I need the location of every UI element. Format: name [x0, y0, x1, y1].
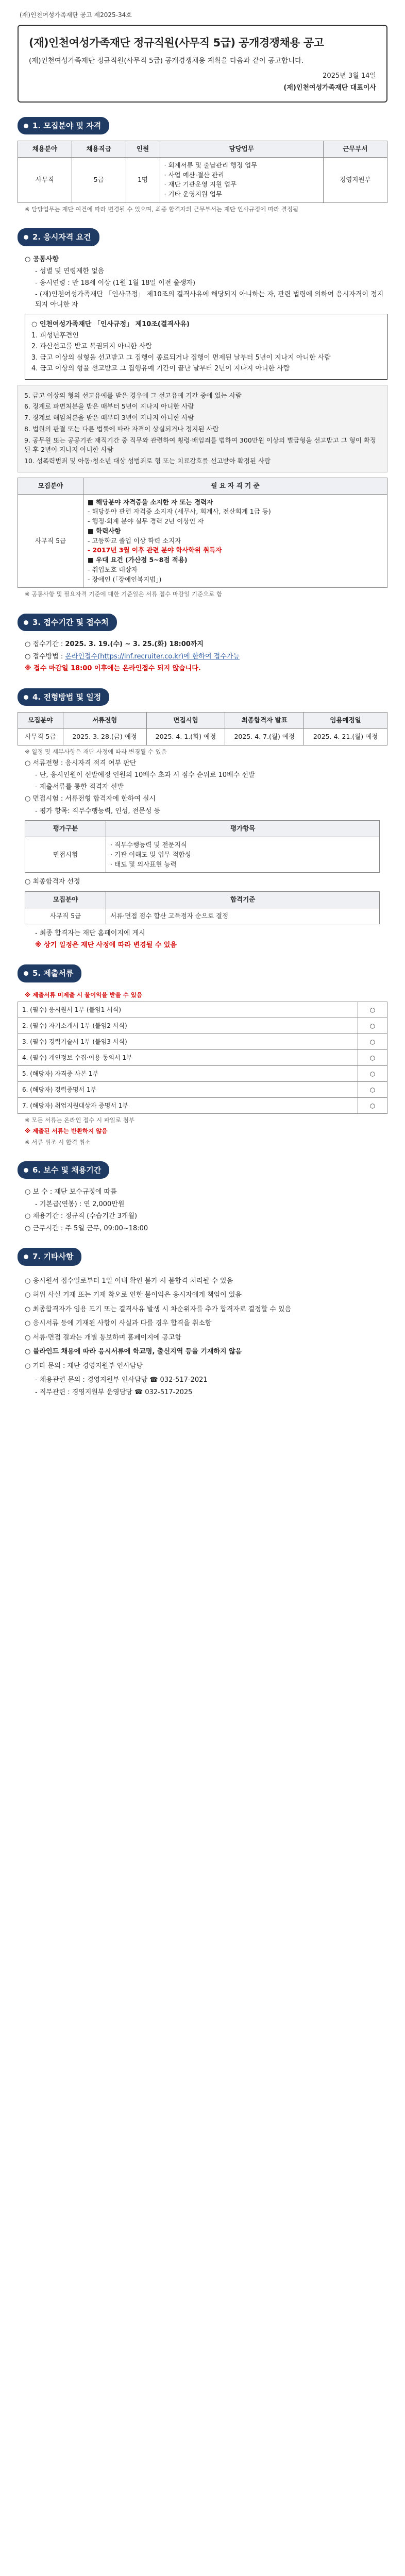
check-icon: ○: [358, 1098, 387, 1114]
label: 접수방법: [32, 652, 59, 660]
value: 2025. 3. 19.(수) ~ 3. 25.(화) 18:00까지: [65, 640, 204, 649]
duty-item: · 기타 운영지원 업무: [164, 190, 223, 198]
table-cell: 경영지원부: [323, 157, 387, 202]
section-header: [18, 117, 109, 135]
section-qualify: [18, 228, 387, 599]
section-title: 5. 제출서류: [32, 969, 74, 978]
disqualify-box: [25, 314, 387, 380]
bullet-icon: [24, 971, 28, 976]
table-header: 모집분야: [25, 891, 106, 908]
section-title: 3. 접수기간 및 접수처: [32, 617, 109, 627]
doc-row: 2. (필수) 자기소개서 1부 (붙임2 서식): [18, 1018, 358, 1034]
check-icon: ○: [358, 1050, 387, 1066]
bullet-icon: [24, 620, 28, 625]
box-line: 3. 금고 이상의 실형을 선고받고 그 집행이 종료되거나 집행이 면제된 날부터 5년이 지나지 아니한 사람: [31, 353, 331, 362]
pay-line: ○ 근무시간 : 주 5일 근무, 09:00~18:00: [25, 1224, 148, 1232]
table-header: 담당업무: [160, 141, 323, 158]
table-header: 합격기준: [106, 891, 380, 908]
box-line: 8. 법원의 판결 또는 다른 법률에 따라 자격이 상실되거나 정지된 사람: [24, 425, 219, 433]
check-icon: ○: [358, 1082, 387, 1098]
box-line: 7. 징계로 해임처분을 받은 때부터 3년이 지나지 아니한 사람: [24, 414, 194, 422]
section-title: 4. 전형방법 및 일정: [32, 692, 102, 702]
table-cell: 사무직 5급: [18, 728, 63, 745]
qualify-detail-table: [18, 478, 387, 588]
table-header: 필 요 자 격 기 준: [83, 478, 387, 494]
table-header: 임용예정일: [304, 713, 387, 729]
label: 접수기간: [32, 640, 59, 649]
duty-item: · 재단 기관운영 지원 업무: [164, 180, 237, 189]
box-line: 6. 징계로 파면처분을 받은 때부터 5년이 지나지 아니한 사람: [24, 402, 194, 411]
notice-number: (재)인천여성가족재단 공고 제2025-34호: [20, 11, 132, 19]
section-etc: [18, 1248, 387, 1397]
table-header: 근무부서: [323, 141, 387, 158]
section-title: 6. 보수 및 채용기간: [32, 1165, 102, 1175]
docs-table: [18, 1002, 387, 1114]
detail-line: - 해당분야 관련 자격증 소지자 (세무사, 회계사, 전산회계 1급 등): [88, 507, 271, 516]
pay-line: - 기본급(연봉) : 연 2,000만원: [35, 1200, 125, 1208]
section-header: [18, 1161, 109, 1179]
section-title: 1. 모집분야 및 자격: [32, 121, 102, 130]
signature-block: [29, 70, 376, 94]
issuer: (재)인천여성가족재단 대표이사: [283, 84, 376, 92]
table-header: 모집분야: [18, 478, 83, 494]
final-table: [25, 891, 380, 925]
common-item: - 성별 및 연령제한 없음: [35, 267, 105, 276]
doc-row: 5. (해당자) 자격증 사본 1부: [18, 1066, 358, 1082]
check-icon: ○: [358, 1066, 387, 1082]
step-line: - 평가 항목: 직무수행능력, 인성, 전문성 등: [35, 807, 161, 815]
step-line: ○ 서류전형 : 응시자격 적격 여부 판단: [25, 759, 137, 767]
contact-line: - 직무관련 : 경영지원부 운영담당 ☎ 032-517-2025: [35, 1388, 193, 1396]
table-header: 평가항목: [106, 821, 380, 837]
table-cell: 2025. 4. 1.(화) 예정: [146, 728, 225, 745]
docs-note: ※ 서류 위조 시 합격 취소: [25, 1138, 91, 1146]
recruit-note: ※ 담당업무는 재단 여건에 따라 변경될 수 있으며, 최종 합격자의 근무부서는 재단 인사규정에 따라 결정됨: [25, 205, 299, 213]
section-pay: [18, 1161, 387, 1234]
apply-place: ○ 접수방법 : 온라인접수(https://inf.recruiter.co.kr)에 한하여 접수가능: [25, 652, 240, 660]
apply-period: ○ 접수기간 : 2025. 3. 19.(수) ~ 3. 25.(화) 18:00까지: [25, 640, 204, 649]
final-note: - 최종 합격자는 재단 홈페이지에 게시: [35, 929, 145, 938]
page-title: (재)인천여성가족재단 정규직원(사무직 5급) 공개경쟁채용 공고: [29, 37, 324, 49]
etc-line: ○ 응시서류 등에 기재된 사항이 사실과 다를 경우 합격을 취소함: [25, 1319, 212, 1328]
common-item: - 응시연령 : 만 18세 이상 (1원 1월 18일 이전 출생자): [35, 279, 196, 287]
schedule-table: [18, 712, 387, 745]
doc-row: 4. (필수) 개인정보 수집·이용 동의서 1부: [18, 1050, 358, 1066]
doc-row: 1. (필수) 응시원서 1부 (붙임1 서식): [18, 1002, 358, 1018]
table-cell: 2025. 3. 28.(금) 예정: [63, 728, 146, 745]
bullet-icon: [24, 1168, 28, 1173]
final-label: ○ 최종합격자 선정: [25, 878, 80, 886]
box-line: 1. 피성년후견인: [31, 331, 79, 340]
box-line: 5. 금고 이상의 형의 선고유예를 받은 경우에 그 선고유예 기간 중에 있는 사람: [24, 391, 242, 399]
etc-line: ○ 기타 문의 : 재단 경영지원부 인사담당: [25, 1362, 143, 1370]
apply-link[interactable]: 온라인접수(https://inf.recruiter.co.kr)에 한하여 접수가능: [65, 652, 240, 660]
section-recruit: [18, 117, 387, 214]
table-cell: 1명: [126, 157, 160, 202]
intro-text: (재)인천여성가족재단 정규직원(사무직 5급) 공개경쟁채용 계획을 다음과 같이 공고합니다.: [29, 56, 304, 65]
detail-line: - 행정·회계 분야 실무 경력 2년 이상인 자: [88, 517, 204, 526]
table-header: 서류전형: [63, 713, 146, 729]
duty-item: · 회계서류 및 출납관리 행정 업무: [164, 161, 258, 169]
section-title: 2. 응시자격 요건: [32, 232, 91, 242]
section-header: [18, 614, 117, 632]
table-cell: 2025. 4. 7.(월) 예정: [225, 728, 304, 745]
etc-line: ○ 블라인드 채용에 따라 응시서류에 학교명, 출신지역 등을 기재하지 않음: [25, 1348, 242, 1356]
table-header: 모집분야: [18, 713, 63, 729]
table-header: 면접시험: [146, 713, 225, 729]
apply-warning: ※ 접수 마감일 18:00 이후에는 온라인접수 되지 않습니다.: [25, 665, 201, 673]
table-header: 인원: [126, 141, 160, 158]
section-header: [18, 964, 81, 982]
detail-footnote: ※ 공통사항 및 필요자격 기준에 대한 기준일은 서류 접수 마감일 기준으로 함: [25, 590, 223, 598]
pay-line: ○ 채용기간 : 정규직 (수습기간 3개월): [25, 1212, 138, 1221]
doc-row: 7. (해당자) 취업지원대상자 증명서 1부: [18, 1098, 358, 1114]
etc-line: ○ 최종합격자가 임용 포기 또는 결격사유 발생 시 차순위자를 추가 합격자로 결정할 수 있음: [25, 1305, 292, 1313]
detail-line: ■ 해당분야 자격증을 소지한 자 또는 경력자: [88, 498, 213, 506]
table-cell: 사무직 5급: [18, 494, 83, 588]
etc-line: ○ 응시원서 접수일로부터 1일 이내 확인 불가 시 불합격 처리될 수 있음: [25, 1277, 233, 1285]
step-line: - 단, 응시인원이 선발예정 인원의 10배수 초과 시 점수 순위로 10배수 선발: [35, 771, 255, 779]
section-docs: [18, 964, 387, 1147]
duties-cell: [160, 157, 323, 202]
box-line: ○ 인천여성가족재단 「인사규정」 제10조(결격사유): [31, 320, 190, 329]
docs-note: ※ 제출된 서류는 반환하지 않음: [25, 1127, 108, 1135]
etc-line: ○ 허위 사실 기재 또는 기재 착오로 인한 불이익은 응시자에게 책임이 있음: [25, 1291, 242, 1299]
check-icon: ○: [358, 1018, 387, 1034]
table-header: 평가구분: [25, 821, 106, 837]
docs-note: ※ 모든 서류는 온라인 접수 시 파일로 첨부: [25, 1116, 134, 1124]
table-header: 채용직급: [72, 141, 126, 158]
detail-cell: [83, 494, 387, 588]
box-line: 9. 공무원 또는 공공기관 재직기간 중 직무와 관련하여 횡령·배임죄를 범하여 300만원 이상의 벌금형을 선고받고 그 형이 확정된 후 2년이 지나지 아니한 사람: [24, 436, 376, 454]
table-cell: 사무직: [18, 157, 72, 202]
box-line: 10. 성폭력범죄 및 아동·청소년 대상 성범죄로 형 또는 치료감호를 선고받아 확정된 사람: [24, 457, 271, 465]
notice-date: 2025년 3월 14일: [323, 72, 376, 80]
eval-table: [25, 820, 380, 873]
detail-line: - 장애인 (「장애인복지법」): [88, 575, 162, 583]
title-box: [18, 25, 387, 103]
doc-row: 6. (해당자) 경력증명서 1부: [18, 1082, 358, 1098]
docs-warning: ※ 제출서류 미제출 시 불이익을 받을 수 있음: [25, 991, 143, 998]
doc-row: 3. (필수) 경력기술서 1부 (붙임3 서식): [18, 1034, 358, 1050]
detail-line: ■ 학력사항: [88, 527, 121, 535]
detail-line: - 고등학교 졸업 이상 학력 소지자: [88, 536, 181, 545]
table-cell: 2025. 4. 21.(월) 예정: [304, 728, 387, 745]
pay-line: ○ 보 수 : 재단 보수규정에 따름: [25, 1188, 117, 1196]
final-note: ※ 상기 일정은 재단 사정에 따라 변경될 수 있음: [35, 941, 177, 949]
section-title: 7. 기타사항: [32, 1252, 74, 1262]
bullet-icon: [24, 124, 28, 128]
table-header: 채용분야: [18, 141, 72, 158]
bullet-icon: [24, 695, 28, 700]
schedule-note: ※ 일정 및 세부사항은 재단 사정에 따라 변경될 수 있음: [25, 748, 167, 755]
bullet-icon: [24, 235, 28, 240]
section-header: [18, 1248, 81, 1266]
section-header: [18, 228, 99, 246]
contact-line: - 채용관련 문의 : 경영지원부 인사담당 ☎ 032-517-2021: [35, 1376, 208, 1384]
recruit-table: [18, 141, 387, 203]
detail-line: - 취업보호 대상자: [88, 565, 138, 573]
box-line: 4. 금고 이상의 형을 선고받고 그 집행유예 기간이 끝난 날부터 2년이 지나지 아니한 사람: [31, 365, 290, 373]
duty-item: · 사업 예산·결산 관리: [164, 171, 224, 179]
table-cell: 5급: [72, 157, 126, 202]
common-title: ○ 공통사항: [25, 255, 59, 263]
detail-line: - 2017년 3월 이후 관련 분야 학사학위 취득자: [88, 546, 222, 554]
bullet-icon: [24, 1255, 28, 1259]
table-cell: 서류·면접 점수 합산 고득점자 순으로 결정: [106, 908, 380, 924]
step-line: ○ 면접시험 : 서류전형 합격자에 한하여 실시: [25, 795, 156, 803]
disqualify-more: [18, 385, 387, 472]
box-line: 2. 파산선고를 받고 복권되지 아니한 사람: [31, 343, 152, 351]
check-icon: ○: [358, 1002, 387, 1018]
etc-line: ○ 서류·면접 결과는 개별 통보하며 홈페이지에 공고함: [25, 1333, 181, 1342]
table-cell: 면접시험: [25, 837, 106, 873]
section-apply: [18, 614, 387, 674]
table-cell: · 직무수행능력 및 전문지식 · 기관 이해도 및 업무 적합성 · 태도 및 의사표현 능력: [106, 837, 380, 873]
step-line: - 제출서류를 통한 적격자 선발: [35, 783, 124, 791]
detail-line: ■ 우대 요건 (가산점 5~8점 적용): [88, 556, 188, 564]
check-icon: ○: [358, 1034, 387, 1050]
table-cell: 사무직 5급: [25, 908, 106, 924]
table-header: 최종합격자 발표: [225, 713, 304, 729]
section-header: [18, 688, 109, 706]
section-schedule: [18, 688, 387, 951]
common-item: - (재)인천여성가족재단 「인사규정」 제10조의 결격사유에 해당되지 아니하는 자, 관련 법령에 의하여 응시자격이 정지되지 아니한 자: [35, 291, 384, 309]
